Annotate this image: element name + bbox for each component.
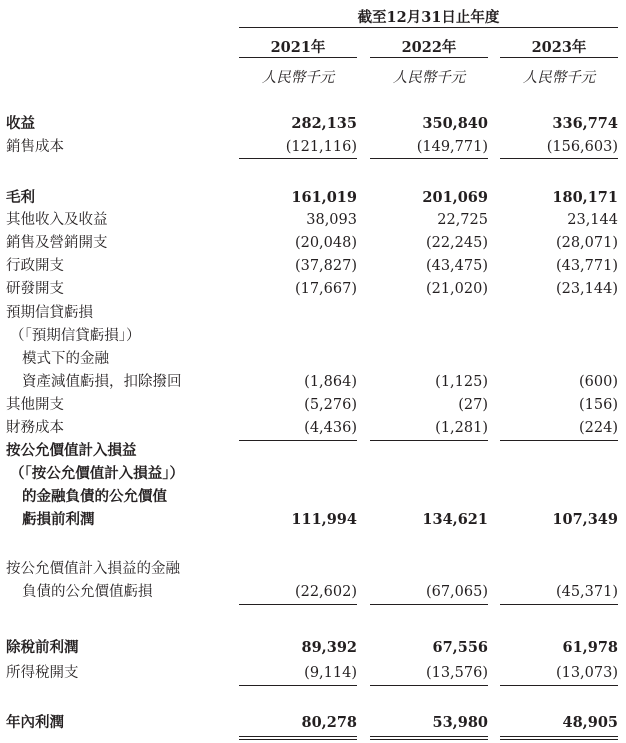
- value-2023: (156,603): [546, 139, 618, 155]
- row-label: 其他開支: [6, 397, 64, 413]
- row-admin-expenses: [0, 255, 626, 277]
- value-2021: 38,093: [306, 212, 357, 228]
- year-rule: [370, 57, 488, 58]
- value-2021: (4,436): [304, 420, 357, 436]
- value-2023: 61,978: [562, 639, 618, 656]
- subtotal-rule: [239, 158, 357, 159]
- row-label: 資產減值虧損，扣除撥回: [22, 374, 182, 390]
- row-label: 所得稅開支: [6, 665, 79, 681]
- row-fvtpl-line2: [0, 463, 626, 485]
- subtotal-rule: [239, 685, 357, 686]
- subtotal-rule: [370, 604, 488, 605]
- value-2023: 107,349: [552, 511, 618, 528]
- value-2022: (27): [458, 397, 488, 413]
- row-label: 其他收入及收益: [6, 212, 108, 228]
- row-revenue: [0, 113, 626, 135]
- value-2022: 201,069: [422, 189, 488, 206]
- year-2023-header: 2023年: [531, 39, 587, 56]
- row-label: 的金融負債的公允價值: [22, 488, 167, 505]
- row-label: 虧損前利潤: [22, 511, 95, 528]
- value-2022: (149,771): [416, 139, 488, 155]
- period-rule: [239, 27, 618, 28]
- row-ecl-line2: [0, 325, 626, 347]
- value-2022: 350,840: [422, 115, 488, 132]
- row-ecl-line3: [0, 348, 626, 370]
- row-cost-of-sales: [0, 136, 626, 158]
- value-2022: (1,125): [435, 374, 488, 390]
- row-profit-before-fv-loss: [0, 509, 626, 531]
- value-2021: (1,864): [304, 374, 357, 390]
- value-2023: 336,774: [552, 115, 618, 132]
- value-2023: 23,144: [567, 212, 618, 228]
- value-2022: 134,621: [422, 511, 488, 528]
- value-2021: (22,602): [294, 584, 357, 600]
- row-income-tax: [0, 662, 626, 684]
- subtotal-rule: [239, 604, 357, 605]
- row-rnd-expenses: [0, 278, 626, 300]
- value-2023: (45,371): [555, 584, 618, 600]
- row-label: 模式下的金融: [22, 351, 109, 367]
- value-2022: (22,245): [425, 235, 488, 251]
- row-profit-for-year: [0, 712, 626, 734]
- value-2021: (20,048): [294, 235, 357, 251]
- unit-label: 人民幣千元: [261, 70, 335, 86]
- value-2021: (121,116): [285, 139, 357, 155]
- value-2021: (37,827): [294, 258, 357, 274]
- row-label: 毛利: [6, 189, 35, 206]
- value-2023: 48,905: [562, 714, 618, 731]
- value-2022: 22,725: [437, 212, 488, 228]
- row-gross-profit: [0, 187, 626, 209]
- row-label: 銷售及營銷開支: [6, 235, 108, 251]
- year-2022-header: 2022年: [401, 39, 457, 56]
- subtotal-rule: [500, 158, 618, 159]
- value-2021: (5,276): [304, 397, 357, 413]
- total-double-rule: [370, 736, 488, 740]
- value-2023: 180,171: [552, 189, 618, 206]
- row-fvtpl-line3: [0, 486, 626, 508]
- row-finance-costs: [0, 417, 626, 439]
- value-2021: 111,994: [291, 511, 357, 528]
- row-label: 負債的公允價值虧損: [22, 584, 153, 600]
- row-label: 按公允價值計入損益的金融: [6, 561, 180, 577]
- subtotal-rule: [370, 685, 488, 686]
- value-2021: (9,114): [304, 665, 357, 681]
- row-label: 除稅前利潤: [6, 639, 79, 656]
- year-rule: [500, 57, 618, 58]
- row-label: 財務成本: [6, 420, 64, 436]
- total-double-rule: [239, 736, 357, 740]
- row-label: 行政開支: [6, 258, 64, 274]
- value-2022: 53,980: [432, 714, 488, 731]
- value-2022: (1,281): [435, 420, 488, 436]
- value-2023: (13,073): [555, 665, 618, 681]
- value-2022: (13,576): [425, 665, 488, 681]
- value-2023: (600): [579, 374, 618, 390]
- subtotal-rule: [370, 158, 488, 159]
- unit-label: 人民幣千元: [522, 70, 596, 86]
- unit-label: 人民幣千元: [392, 70, 466, 86]
- row-profit-before-tax: [0, 637, 626, 659]
- period-header: 截至12月31日止年度: [357, 9, 500, 26]
- subtotal-rule: [500, 685, 618, 686]
- year-rule: [239, 57, 357, 58]
- value-2023: (156): [579, 397, 618, 413]
- value-2023: (43,771): [555, 258, 618, 274]
- value-2021: (17,667): [294, 281, 357, 297]
- row-label: （「預期信貸虧損」）: [10, 328, 141, 344]
- subtotal-rule: [500, 604, 618, 605]
- value-2022: (43,475): [425, 258, 488, 274]
- value-2023: (23,144): [555, 281, 618, 297]
- value-2021: 89,392: [301, 639, 357, 656]
- row-label: 預期信貸虧損: [6, 305, 93, 321]
- row-label: 收益: [6, 115, 35, 132]
- row-other-expenses: [0, 394, 626, 416]
- value-2023: (224): [579, 420, 618, 436]
- row-ecl-line1: [0, 302, 626, 324]
- total-double-rule: [500, 736, 618, 740]
- value-2021: 282,135: [291, 115, 357, 132]
- row-fvtpl-line1: [0, 440, 626, 462]
- value-2022: (67,065): [425, 584, 488, 600]
- row-impairment-losses: [0, 371, 626, 393]
- row-selling-expenses: [0, 232, 626, 254]
- row-fv-loss-line1: [0, 558, 626, 580]
- value-2022: (21,020): [425, 281, 488, 297]
- row-label: （「按公允價值計入損益」）: [10, 465, 184, 482]
- row-label: 銷售成本: [6, 139, 64, 155]
- row-other-income: [0, 209, 626, 231]
- value-2023: (28,071): [555, 235, 618, 251]
- row-fv-loss: [0, 581, 626, 603]
- value-2021: 80,278: [301, 714, 357, 731]
- row-label: 研發開支: [6, 281, 64, 297]
- value-2021: 161,019: [291, 189, 357, 206]
- row-label: 按公允價值計入損益: [6, 442, 137, 459]
- year-2021-header: 2021年: [270, 39, 326, 56]
- value-2022: 67,556: [432, 639, 488, 656]
- row-label: 年內利潤: [6, 714, 64, 731]
